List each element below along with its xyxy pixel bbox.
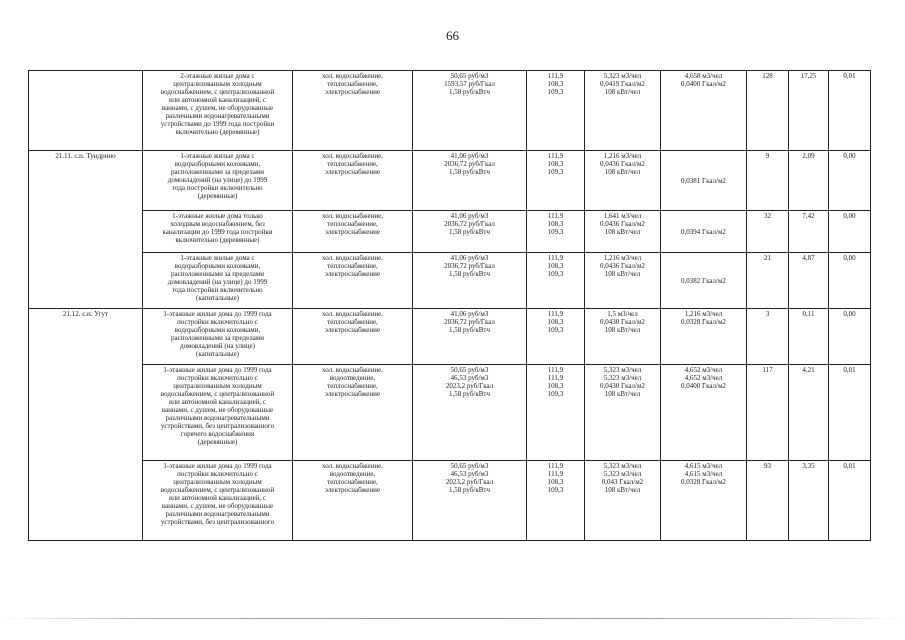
housing-type-cell: 2-этажные жилые дома с централизованным холодным водоснабжением, с централизованной или автономной канализацией, с ваннами, с душем, не оборудованные различными водонагревательными устройствами до 1999 года постройки включительно (деревянные) (143, 71, 293, 151)
page-number: 66 (446, 28, 459, 43)
housing-type-cell: 1-этажные жилые дома до 1999 года постройки включительно с централизованным холодным водоснабжением, с централизованной или автономной канализацией, с ваннами, с душем, не оборудованные различными водонагревательными устройствами, без централизованного (143, 461, 293, 541)
indices-cell: 111,9 108,3 109,3 (527, 71, 585, 151)
housing-type-cell: 1-этажные жилые дома с водоразборными колонками, расположенными за пределами домовладений (на улице) до 1999 года постройки включительно (капитальные) (143, 253, 293, 309)
norms-alt-cell: 1,216 м3/чел 0,0328 Гкал/м2 (661, 309, 747, 365)
norms-cell: 5,323 м3/чел 0,0419 Гкал/м2 108 кВт/чел (585, 71, 661, 151)
locality-cell: 21.11. с.п. Тундрино (29, 151, 143, 211)
norms-alt-cell: 4,658 м3/чел 0,0400 Гкал/м2 (661, 71, 747, 151)
count-cell: 32 (747, 211, 789, 253)
indices-cell: 111,9 108,3 109,3 (527, 309, 585, 365)
norms-cell: 1,216 м3/чел 0,0436 Гкал/м2 108 кВт/чел (585, 151, 661, 211)
value-cell: 7,42 (789, 211, 829, 253)
value-cell: 4,21 (789, 365, 829, 461)
norms-cell: 1,641 м3/чел 0,0436 Гкал/м2 108 кВт/чел (585, 211, 661, 253)
value-cell: 0,01 (829, 461, 871, 541)
services-cell: хол. водоснабжение, водоотведение, теплоснабжение, электроснабжение (293, 365, 413, 461)
count-cell: 117 (747, 365, 789, 461)
value-cell: 4,87 (789, 253, 829, 309)
tariffs-cell: 50,65 руб/м3 46,53 руб/м3 2023,2 руб/Гкал 1,58 руб/кВтч (413, 365, 527, 461)
norms-alt-cell: 4,615 м3/чел 4,615 м3/чел 0,0328 Гкал/м2 (661, 461, 747, 541)
indices-cell: 111,9 108,3 109,3 (527, 211, 585, 253)
norms-alt-cell: 0,0381 Гкал/м2 (661, 151, 747, 211)
table-row (29, 253, 871, 309)
table-row (29, 151, 871, 211)
norms-cell: 1,5 м3/чел 0,0430 Гкал/м2 108 кВт/чел (585, 309, 661, 365)
tariffs-cell: 41,06 руб/м3 2036,72 руб/Гкал 1,58 руб/кВтч (413, 253, 527, 309)
tariff-table (28, 70, 871, 541)
housing-type-cell: 1-этажные жилые дома с водоразборными колонками, расположенными за пределами домовладений (на улице) до 1999 года постройки включительно (деревянные) (143, 151, 293, 211)
indices-cell: 111,9 111,9 108,3 109,3 (527, 365, 585, 461)
services-cell: хол. водоснабжение, теплоснабжение, электроснабжение (293, 211, 413, 253)
housing-type-cell: 1-этажные жилые дома до 1999 года постройки включительно с централизованным холодным водоснабжением, с централизованной или автономной канализацией, с ваннами, с душем, не оборудованные различными водонагревательными устройствами, без централизованного горячего водоснабжения (деревянные) (143, 365, 293, 461)
count-cell: 9 (747, 151, 789, 211)
services-cell: хол. водоснабжение, теплоснабжение, электроснабжение (293, 151, 413, 211)
indices-cell: 111,9 108,3 109,3 (527, 253, 585, 309)
value-cell: 0,01 (829, 71, 871, 151)
count-cell: 21 (747, 253, 789, 309)
services-cell: хол. водоснабжение, теплоснабжение, электроснабжение (293, 253, 413, 309)
value-cell: 0,00 (829, 211, 871, 253)
norms-cell: 5,323 м3/чел 5,323 м3/чел 0,043 Гкал/м2 108 кВт/чел (585, 461, 661, 541)
norms-alt-cell: 0,0394 Гкал/м2 (661, 211, 747, 253)
table-row (29, 71, 871, 151)
table-row (29, 309, 871, 365)
value-cell: 0,00 (829, 151, 871, 211)
locality-cell (29, 211, 143, 253)
tariffs-cell: 41,06 руб/м3 2036,72 руб/Гкал 1,58 руб/кВтч (413, 151, 527, 211)
value-cell: 17,25 (789, 71, 829, 151)
norms-cell: 1,216 м3/чел 0,0436 Гкал/м2 108 кВт/чел (585, 253, 661, 309)
value-cell: 0,00 (829, 253, 871, 309)
locality-cell (29, 71, 143, 151)
indices-cell: 111,9 111,9 108,3 109,3 (527, 461, 585, 541)
locality-cell (29, 461, 143, 541)
count-cell: 93 (747, 461, 789, 541)
value-cell: 2,09 (789, 151, 829, 211)
tariffs-cell: 50,65 руб/м3 1593,57 руб/Гкал 1,58 руб/кВтч (413, 71, 527, 151)
services-cell: хол. водоснабжение, теплоснабжение, электроснабжение (293, 309, 413, 365)
housing-type-cell: 1-этажные жилые дома только холодным водоснабжением, без канализации до 1999 года постройки включительно (деревянные) (143, 211, 293, 253)
value-cell: 3,35 (789, 461, 829, 541)
indices-cell: 111,9 108,3 109,3 (527, 151, 585, 211)
table-row (29, 461, 871, 541)
table-row (29, 365, 871, 461)
value-cell: 0,01 (829, 365, 871, 461)
table-row (29, 211, 871, 253)
housing-type-cell: 1-этажные жилые дома до 1999 года постройки включительно с водоразборными колонками, расположенными за пределами домовладений (на улице) (капитальные) (143, 309, 293, 365)
tariffs-cell: 41,06 руб/м3 2036,72 руб/Гкал 1,58 руб/кВтч (413, 211, 527, 253)
tariffs-cell: 50,65 руб/м3 46,53 руб/м3 2023,2 руб/Гкал 1,58 руб/кВтч (413, 461, 527, 541)
scan-edge-line (0, 618, 905, 619)
tariffs-cell: 41,06 руб/м3 2036,72 руб/Гкал 1,58 руб/кВтч (413, 309, 527, 365)
value-cell: 0,00 (829, 309, 871, 365)
norms-alt-cell: 4,652 м3/чел 4,652 м3/чел 0,0400 Гкал/м2 (661, 365, 747, 461)
count-cell: 128 (747, 71, 789, 151)
locality-cell: 21.12. с.п. Угут (29, 309, 143, 365)
services-cell: хол. водоснабжение, водоотведение, теплоснабжение, электроснабжение (293, 461, 413, 541)
norms-cell: 5,323 м3/чел 5,323 м3/чел 0,0430 Гкал/м2 108 кВт/чел (585, 365, 661, 461)
value-cell: 0,11 (789, 309, 829, 365)
locality-cell (29, 365, 143, 461)
services-cell: хол. водоснабжение, теплоснабжение, электроснабжение (293, 71, 413, 151)
count-cell: 3 (747, 309, 789, 365)
norms-alt-cell: 0,0382 Гкал/м2 (661, 253, 747, 309)
locality-cell (29, 253, 143, 309)
